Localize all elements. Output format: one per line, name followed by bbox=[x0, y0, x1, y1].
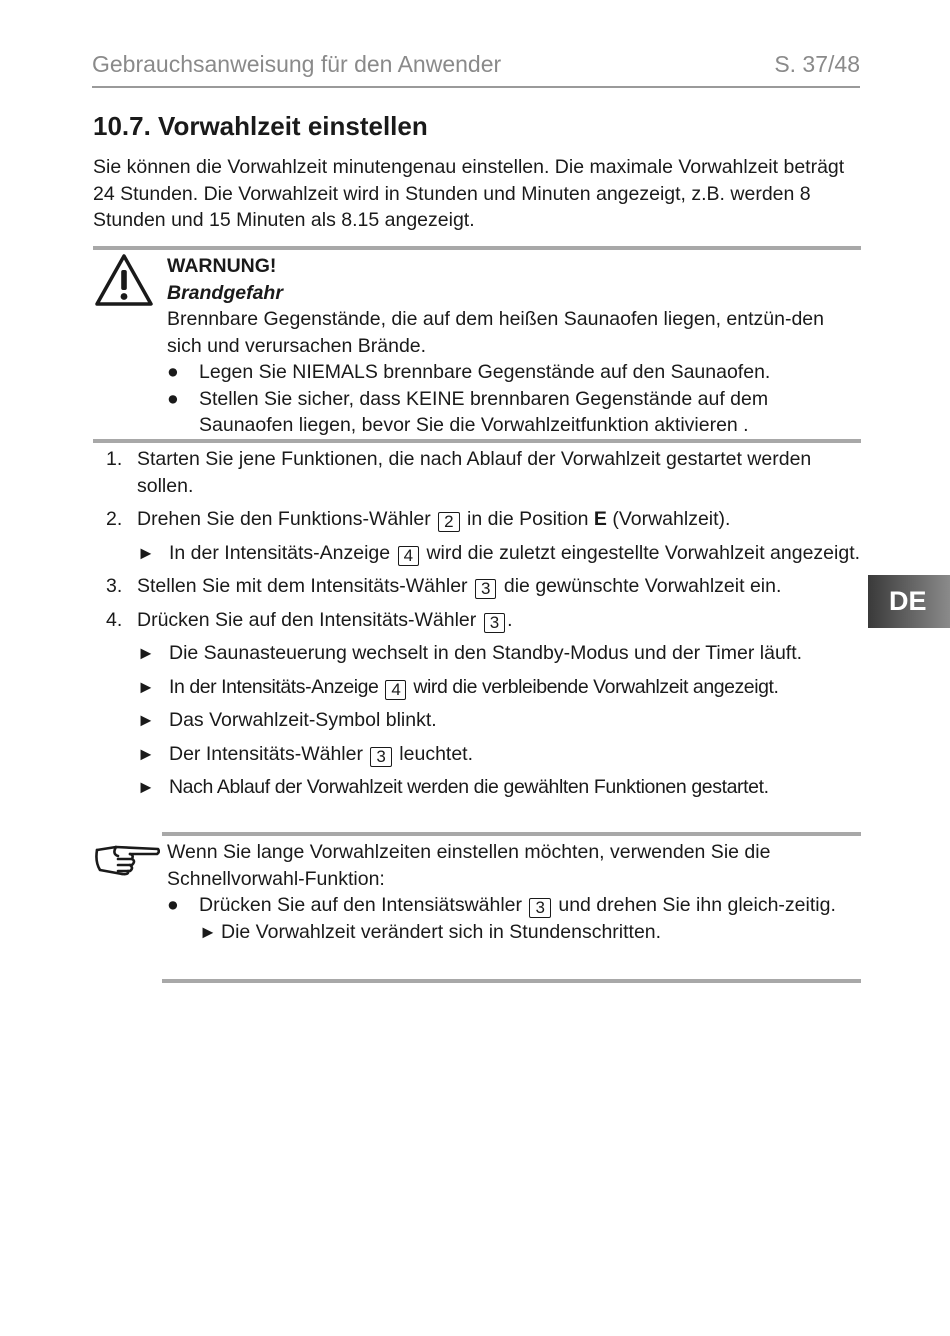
arrow-right-icon: ► bbox=[137, 542, 155, 563]
result-text: wird die zuletzt eingestellte Vorwahlzeit angezeigt. bbox=[426, 541, 861, 564]
position-label: E bbox=[593, 508, 607, 530]
page-number: S. 37/48 bbox=[774, 51, 860, 77]
warning-bullet-text: Legen Sie NIEMALS brennbare Gegenstände auf den Saunaofen. bbox=[199, 361, 771, 383]
arrow-right-icon: ► bbox=[137, 777, 155, 797]
reference-box: 3 bbox=[529, 898, 550, 918]
note-bullet-text: und drehen Sie ihn gleich-zeitig. bbox=[558, 894, 836, 916]
result-text: In der Intensitäts-Anzeige bbox=[169, 541, 391, 564]
note-bullet bbox=[167, 892, 861, 945]
arrow-right-icon: ► bbox=[137, 743, 155, 764]
step-number: 1. bbox=[106, 448, 123, 470]
warning-text: Brennbare Gegenstände, die auf dem heißen Saunaofen liegen, entzün-den sich und verursachen Brände. bbox=[167, 308, 824, 357]
warning-title: WARNUNG! bbox=[167, 255, 277, 277]
warning-subtitle: Brandgefahr bbox=[167, 281, 283, 304]
step-text: die gewünschte Vorwahlzeit ein. bbox=[503, 575, 782, 597]
note-block bbox=[167, 839, 861, 945]
arrow-right-icon: ► bbox=[137, 643, 155, 663]
result-text: Der Intensitäts-Wähler bbox=[169, 742, 363, 765]
bullet-dot-icon: ● bbox=[167, 361, 179, 383]
warning-bullet bbox=[167, 386, 861, 439]
step-text: in die Position bbox=[467, 508, 589, 530]
reference-box: 3 bbox=[370, 747, 391, 767]
note-result bbox=[199, 919, 861, 946]
note-bullet-text: Drücken Sie auf den Intensiätswähler bbox=[199, 894, 523, 916]
language-tab: DE bbox=[868, 575, 950, 628]
arrow-right-icon: ► bbox=[137, 710, 155, 730]
document-title: Gebrauchsanweisung für den Anwender bbox=[92, 51, 502, 77]
instruction-steps bbox=[93, 446, 861, 808]
page-header bbox=[92, 48, 860, 88]
arrow-right-icon: ► bbox=[199, 921, 217, 942]
step-4-result bbox=[93, 741, 861, 768]
step-4-result bbox=[93, 707, 861, 734]
note-text: Wenn Sie lange Vorwahlzeiten einstellen möchten, verwenden Sie die Schnellvorwahl-Funktion: bbox=[167, 841, 771, 890]
section-heading: 10.7. Vorwahlzeit einstellen bbox=[93, 111, 428, 141]
step-4 bbox=[93, 607, 861, 634]
result-text: Nach Ablauf der Vorwahlzeit werden die gewählten Funktionen gestartet. bbox=[169, 776, 769, 798]
step-number: 2. bbox=[106, 508, 123, 530]
bullet-dot-icon: ● bbox=[167, 894, 179, 916]
reference-box: 3 bbox=[484, 613, 505, 633]
result-text: leuchtet. bbox=[399, 742, 474, 765]
warning-top-rule bbox=[93, 246, 861, 250]
warning-block bbox=[167, 253, 861, 439]
step-text: Drehen Sie den Funktions-Wähler bbox=[137, 508, 431, 530]
result-text: In der Intensitäts-Anzeige bbox=[169, 675, 379, 698]
step-text: Drücken Sie auf den Intensitäts-Wähler bbox=[137, 608, 477, 631]
step-4-result bbox=[93, 674, 861, 701]
note-top-rule bbox=[162, 832, 861, 836]
step-4-result bbox=[93, 774, 861, 801]
step-2 bbox=[93, 506, 861, 533]
note-bottom-rule bbox=[162, 979, 861, 983]
result-text: wird die verbleibende Vorwahlzeit angezeigt. bbox=[413, 675, 779, 698]
reference-box: 3 bbox=[475, 579, 496, 599]
step-text: Starten Sie jene Funktionen, die nach Ablauf der Vorwahlzeit gestartet werden sollen. bbox=[137, 448, 812, 497]
warning-bullet-text: Stellen Sie sicher, dass KEINE brennbaren Gegenstände auf dem Saunaofen liegen, bevor Sie die Vorwahlzeitfunktion aktivieren . bbox=[199, 387, 769, 436]
step-number: 3. bbox=[106, 575, 123, 597]
step-2-result bbox=[93, 540, 861, 567]
warning-bullet bbox=[167, 359, 861, 386]
intro-paragraph: Sie können die Vorwahlzeit minutengenau einstellen. Die maximale Vorwahlzeit beträgt 24 Stunden. Die Vorwahlzeit wird in Stunden und Minuten angezeigt, z.B. werden 8 Stunden und 15 Minuten als 8.15 angezeigt. bbox=[93, 156, 845, 231]
note-result-text: Die Vorwahlzeit verändert sich in Stundenschritten. bbox=[221, 920, 662, 943]
step-text: (Vorwahlzeit). bbox=[612, 508, 731, 530]
step-number: 4. bbox=[106, 608, 123, 631]
warning-bottom-rule bbox=[93, 439, 861, 443]
step-text: Stellen Sie mit dem Intensitäts-Wähler bbox=[137, 575, 468, 597]
step-text: . bbox=[507, 608, 513, 631]
arrow-right-icon: ► bbox=[137, 676, 155, 697]
reference-box: 4 bbox=[385, 680, 406, 700]
step-1 bbox=[93, 446, 861, 499]
pointing-hand-icon bbox=[94, 842, 160, 876]
step-3 bbox=[93, 573, 861, 600]
result-text: Die Saunasteuerung wechselt in den Standby-Modus und der Timer läuft. bbox=[169, 642, 803, 664]
bullet-dot-icon: ● bbox=[167, 387, 179, 410]
reference-box: 2 bbox=[438, 512, 459, 532]
reference-box: 4 bbox=[398, 546, 419, 566]
warning-triangle-icon bbox=[94, 253, 154, 307]
step-4-result bbox=[93, 640, 861, 667]
result-text: Das Vorwahlzeit-Symbol blinkt. bbox=[169, 709, 437, 731]
